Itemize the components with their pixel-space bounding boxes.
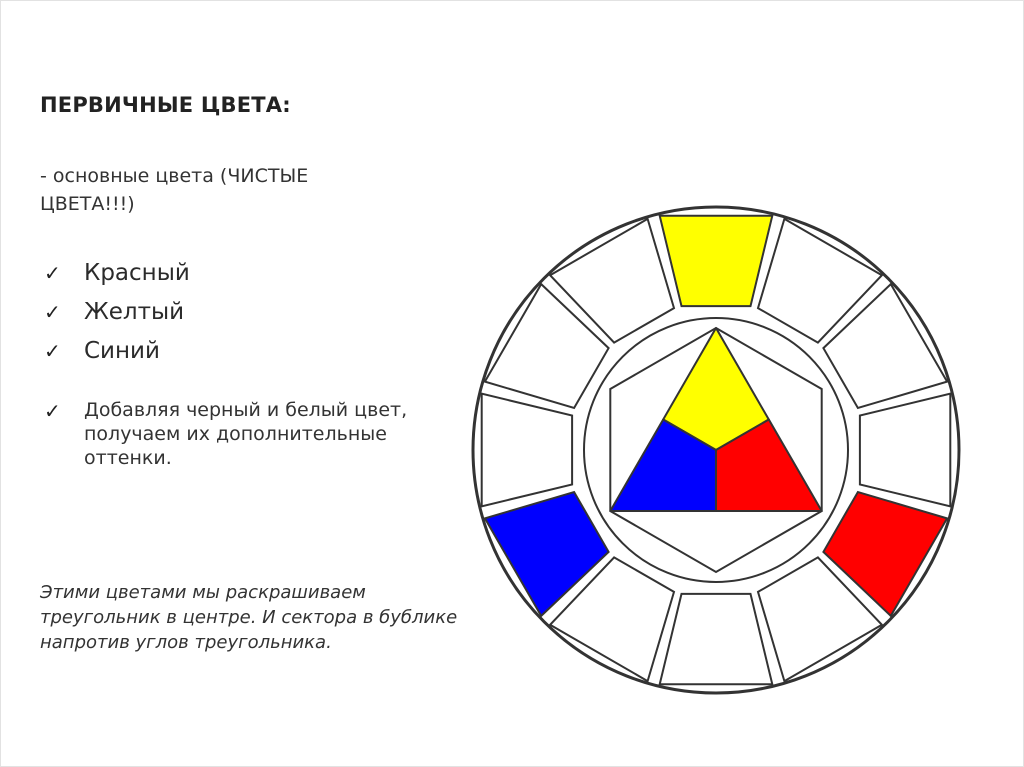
list-item-red (44, 253, 190, 292)
explanation-caption: Этими цветами мы раскрашиваем треугольник в центре. И сектора в бублике напротив углов треугольника. (40, 582, 458, 653)
checkmark-icon: ✓ (44, 299, 61, 324)
color-label-red: Красный (84, 259, 190, 286)
primary-colors-list (44, 253, 190, 370)
checkmark-icon: ✓ (44, 338, 61, 363)
list-item-yellow (44, 292, 190, 331)
checkmark-icon: ✓ (44, 260, 61, 285)
slide-subtitle: - основные цвета (ЧИСТЫЕ ЦВЕТА!!!) (40, 165, 309, 215)
ring-segment (860, 394, 950, 507)
ring-segment (482, 394, 572, 507)
color-label-yellow: Желтый (84, 298, 185, 325)
ring-segment (660, 594, 773, 684)
ring-segment (660, 216, 773, 306)
list-item-blue (44, 331, 190, 370)
slide-title: ПЕРВИЧНЫЕ ЦВЕТА: (40, 93, 291, 117)
checkmark-icon: ✓ (44, 399, 61, 423)
color-wheel-diagram (470, 190, 970, 710)
shades-note-text: Добавляя черный и белый цвет, получаем их дополнительные оттенки. (84, 399, 408, 469)
shades-note (44, 398, 464, 470)
color-label-blue: Синий (84, 337, 160, 364)
